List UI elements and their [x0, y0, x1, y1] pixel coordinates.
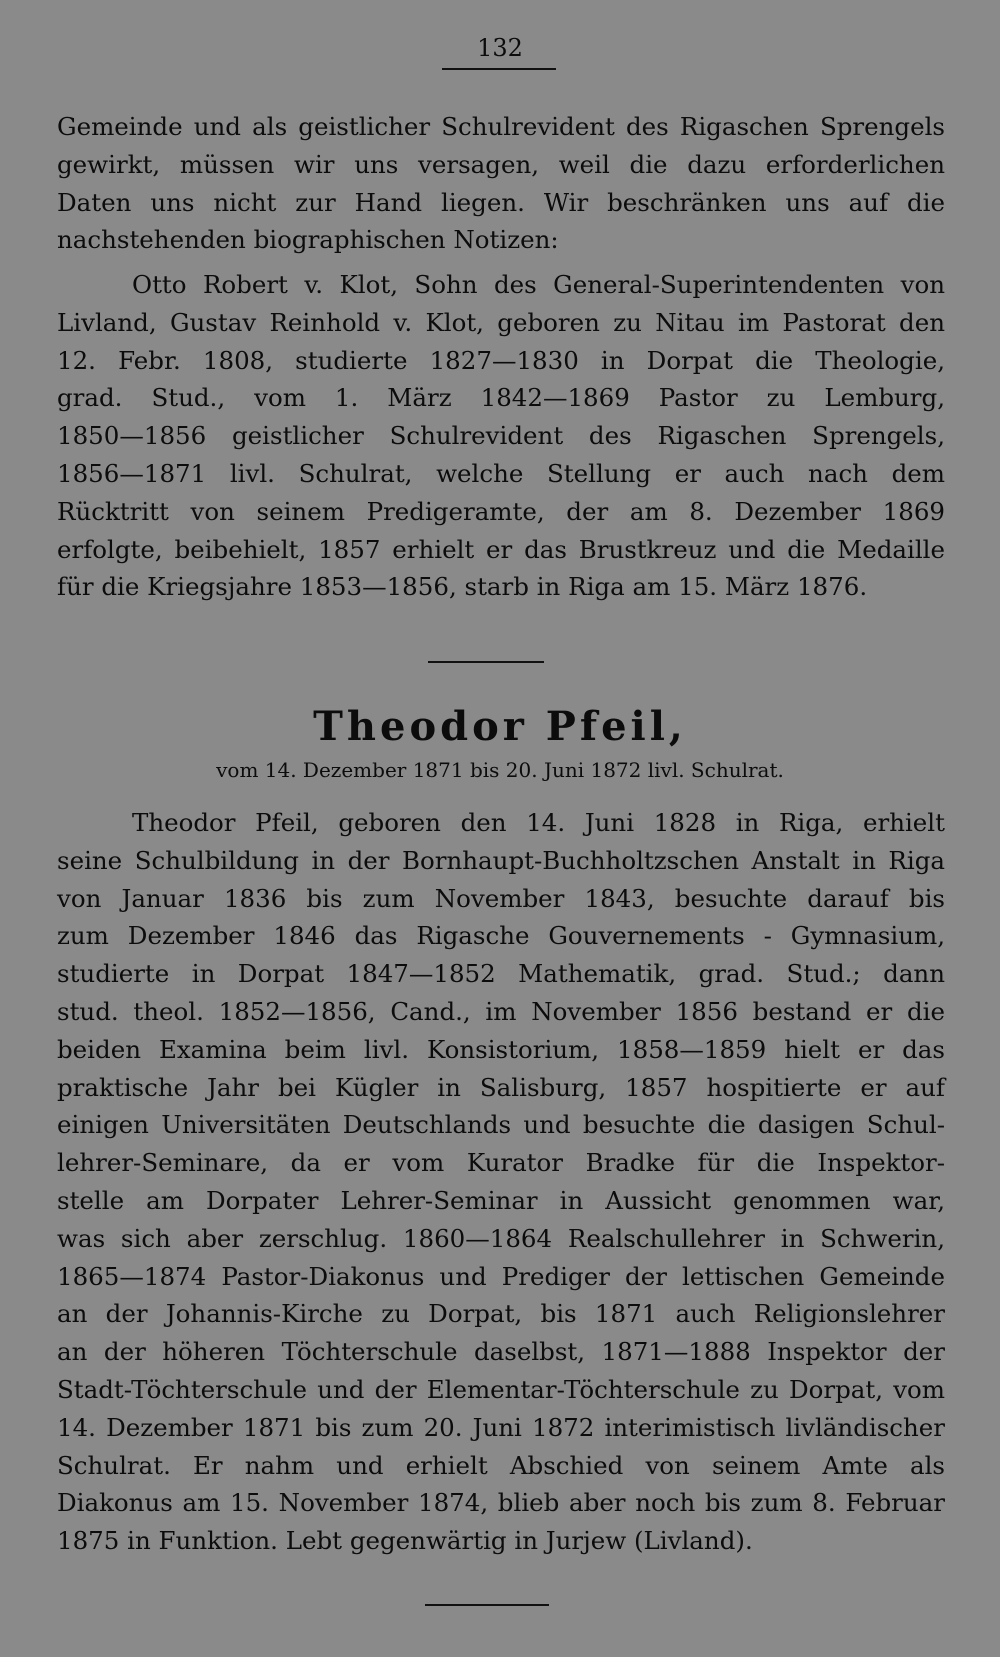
text-line: für die Kriegsjahre 1853—1856, starb in Riga am 15. März 1876.	[57, 572, 868, 602]
text-line: studierte in Dorpat 1847—1852 Mathematik, grad. Stud.; dann	[57, 959, 945, 989]
text-line: stud. theol. 1852—1856, Cand., im November 1856 bestand er die	[57, 996, 945, 1026]
text-line: 12. Febr. 1808, studierte 1827—1830 in Dorpat die Theologie,	[57, 345, 945, 375]
text-line: lehrer-Seminare, da er vom Kurator Bradke für die Inspektor-	[57, 1148, 945, 1178]
text-line: Otto Robert v. Klot, Sohn des General-Superintendenten von	[132, 270, 945, 299]
section-separator	[428, 661, 544, 663]
page-number: 132	[477, 34, 523, 62]
text-line: zum Dezember 1846 das Rigasche Gouvernements - Gymnasium,	[57, 921, 945, 951]
text-line: seine Schulbildung in der Bornhaupt-Buchholtzschen Anstalt in Riga	[57, 845, 945, 875]
text-line: 1875 in Funktion. Lebt gegenwärtig in Jurjew (Livland).	[57, 1526, 753, 1556]
text-line: beiden Examina beim livl. Konsistorium, 1858—1859 hielt er das	[57, 1034, 945, 1064]
section-heading: Theodor Pfeil,	[313, 703, 687, 750]
pfeil-biography	[57, 804, 945, 1560]
page-number-rule	[442, 68, 556, 70]
text-line: Schulrat. Er nahm und erhielt Abschied von seinem Amte als	[57, 1450, 945, 1480]
text-line: 1850—1856 geistlicher Schulrevident des Rigaschen Sprengels,	[57, 421, 945, 451]
text-line: Theodor Pfeil, geboren den 14. Juni 1828 in Riga, erhielt	[132, 808, 945, 837]
text-line: von Januar 1836 bis zum November 1843, besuchte darauf bis	[57, 883, 945, 913]
text-line: praktische Jahr bei Kügler in Salisburg, 1857 hospitierte er auf	[57, 1072, 945, 1102]
text-line: Stadt-Töchterschule und der Elementar-Töchterschule zu Dorpat, vom	[57, 1374, 945, 1404]
text-line: 1865—1874 Pastor-Diakonus und Prediger der lettischen Gemeinde	[57, 1261, 945, 1291]
text-line: Gemeinde und als geistlicher Schulrevident des Rigaschen Sprengels	[57, 112, 945, 141]
text-line: 1856—1871 livl. Schulrat, welche Stellung er auch nach dem	[57, 458, 945, 488]
text-line: was sich aber zerschlug. 1860—1864 Realschullehrer in Schwerin,	[57, 1223, 945, 1253]
text-line: an der Johannis-Kirche zu Dorpat, bis 1871 auch Religionslehrer	[57, 1299, 945, 1329]
text-line: stelle am Dorpater Lehrer-Seminar in Aussicht genommen war,	[57, 1185, 945, 1215]
text-line: gewirkt, müssen wir uns versagen, weil die dazu erforderlichen	[57, 149, 945, 179]
text-line: Diakonus am 15. November 1874, blieb aber noch bis zum 8. Februar	[57, 1488, 945, 1518]
intro-paragraph	[57, 108, 945, 259]
text-line: erfolgte, beibehielt, 1857 erhielt er das Brustkreuz und die Medaille	[57, 534, 945, 564]
text-line: nachstehenden biographischen Notizen:	[57, 225, 559, 255]
text-line: Livland, Gustav Reinhold v. Klot, geboren zu Nitau im Pastorat den	[57, 307, 945, 337]
klot-biography	[57, 266, 945, 606]
text-line: an der höheren Töchterschule daselbst, 1871—1888 Inspektor der	[57, 1337, 945, 1367]
text-line: Rücktritt von seinem Predigeramte, der am 8. Dezember 1869	[57, 496, 945, 526]
text-line: 14. Dezember 1871 bis zum 20. Juni 1872 interimistisch livländischer	[57, 1412, 945, 1442]
text-line: Daten uns nicht zur Hand liegen. Wir beschränken uns auf die	[57, 187, 945, 217]
end-separator	[425, 1604, 549, 1606]
section-subheading: vom 14. Dezember 1871 bis 20. Juni 1872 livl. Schulrat.	[216, 758, 784, 782]
text-line: einigen Universitäten Deutschlands und besuchte die dasigen Schul-	[57, 1110, 945, 1140]
text-line: grad. Stud., vom 1. März 1842—1869 Pastor zu Lemburg,	[57, 383, 945, 413]
